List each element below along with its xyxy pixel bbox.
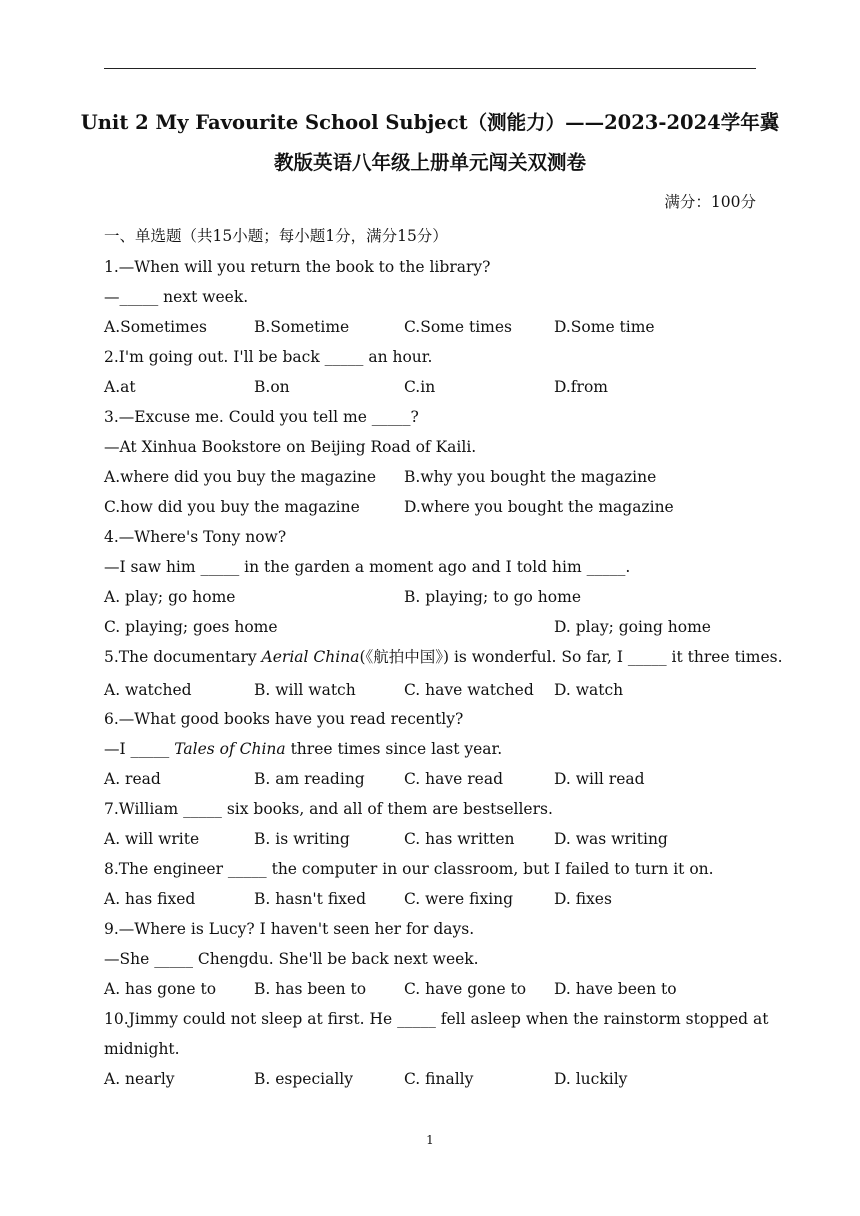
question-10-line-1: 10.Jimmy could not sleep at first. He _____ fell asleep when the rainstorm stopped at bbox=[104, 1010, 769, 1028]
question-1-option-d: D.Some time bbox=[554, 318, 655, 336]
question-5-italic-title: Aerial China bbox=[261, 648, 360, 666]
question-5-line-1 bbox=[104, 647, 783, 667]
question-7-option-c: C. has written bbox=[404, 830, 515, 848]
question-5-option-d: D. watch bbox=[554, 681, 624, 699]
question-3-option-c: C.how did you buy the magazine bbox=[104, 498, 360, 516]
question-1-option-c: C.Some times bbox=[404, 318, 512, 336]
question-5-text-pre: 5.The documentary bbox=[104, 648, 262, 666]
question-3-line-2: —At Xinhua Bookstore on Beijing Road of Kaili. bbox=[104, 438, 477, 456]
question-9-line-1: 9.—Where is Lucy? I haven't seen her for days. bbox=[104, 920, 475, 938]
question-4-option-c: C. playing; goes home bbox=[104, 618, 278, 636]
question-3-option-a: A.where did you buy the magazine bbox=[104, 468, 377, 486]
question-5-option-c: C. have watched bbox=[404, 681, 534, 699]
question-7-option-a: A. will write bbox=[104, 830, 200, 848]
question-8-line-1: 8.The engineer _____ the computer in our classroom, but I failed to turn it on. bbox=[104, 860, 714, 878]
question-6-line-1: 6.—What good books have you read recently? bbox=[104, 710, 464, 728]
full-score: 满分：100分 bbox=[664, 193, 756, 211]
question-10-option-c: C. finally bbox=[404, 1070, 474, 1088]
question-6-option-b: B. am reading bbox=[254, 770, 365, 788]
question-7-option-d: D. was writing bbox=[554, 830, 668, 848]
question-7-line-1: 7.William _____ six books, and all of them are bestsellers. bbox=[104, 800, 553, 818]
question-6-option-c: C. have read bbox=[404, 770, 503, 788]
question-2-option-c: C.in bbox=[404, 378, 436, 396]
question-1-option-b: B.Sometime bbox=[254, 318, 350, 336]
question-8-option-c: C. were fixing bbox=[404, 890, 514, 908]
question-5-option-b: B. will watch bbox=[254, 681, 356, 699]
question-9-option-d: D. have been to bbox=[554, 980, 677, 998]
question-6-text-pre: —I _____ bbox=[104, 740, 175, 758]
question-1-line-1: 1.—When will you return the book to the library? bbox=[104, 258, 491, 276]
question-1-option-a: A.Sometimes bbox=[104, 318, 207, 336]
question-4-line-2: —I saw him _____ in the garden a moment ago and I told him _____. bbox=[104, 558, 631, 576]
question-5-option-a: A. watched bbox=[104, 681, 192, 699]
title-line-2: 教版英语八年级上册单元闯关双测卷 bbox=[273, 151, 586, 174]
question-7-option-b: B. is writing bbox=[254, 830, 350, 848]
question-4-option-b: B. playing; to go home bbox=[404, 588, 581, 606]
question-3-option-d: D.where you bought the magazine bbox=[404, 498, 674, 516]
question-2-option-d: D.from bbox=[554, 378, 608, 396]
question-2-option-a: A.at bbox=[104, 378, 136, 396]
question-10-option-b: B. especially bbox=[254, 1070, 354, 1088]
question-4-option-d: D. play; going home bbox=[554, 618, 711, 636]
question-9-option-b: B. has been to bbox=[254, 980, 367, 998]
question-6-option-a: A. read bbox=[104, 770, 161, 788]
question-4-line-1: 4.—Where's Tony now? bbox=[104, 528, 287, 546]
question-2-line-1: 2.I'm going out. I'll be back _____ an hour. bbox=[104, 348, 433, 366]
question-9-option-c: C. have gone to bbox=[404, 980, 527, 998]
question-5-text-post: (《航拍中国》) is wonderful. So far, I _____ it three times. bbox=[359, 648, 783, 666]
question-1-line-2: —_____ next week. bbox=[104, 288, 249, 306]
title-line-1: Unit 2 My Favourite School Subject（测能力）——2023-2024学年冀 bbox=[80, 111, 780, 134]
page-number: 1 bbox=[426, 1133, 434, 1147]
question-10-option-a: A. nearly bbox=[104, 1070, 175, 1088]
question-3-option-b: B.why you bought the magazine bbox=[404, 468, 657, 486]
question-3-line-1: 3.—Excuse me. Could you tell me _____? bbox=[104, 408, 419, 426]
question-9-option-a: A. has gone to bbox=[104, 980, 217, 998]
question-6-text-post: three times since last year. bbox=[285, 740, 503, 758]
question-4-option-a: A. play; go home bbox=[104, 588, 236, 606]
question-2-option-b: B.on bbox=[254, 378, 290, 396]
question-9-line-2: —She _____ Chengdu. She'll be back next week. bbox=[104, 950, 479, 968]
question-8-option-b: B. hasn't fixed bbox=[254, 890, 366, 908]
question-10-line-2: midnight. bbox=[104, 1040, 180, 1058]
section-header: 一、单选题（共15小题；每小题1分，满分15分） bbox=[104, 227, 448, 245]
question-6-italic-title: Tales of China bbox=[174, 740, 286, 758]
question-6-line-2 bbox=[104, 739, 502, 759]
question-8-option-d: D. fixes bbox=[554, 890, 612, 908]
question-10-option-d: D. luckily bbox=[554, 1070, 628, 1088]
question-6-option-d: D. will read bbox=[554, 770, 645, 788]
header-rule bbox=[104, 68, 756, 69]
question-8-option-a: A. has fixed bbox=[104, 890, 196, 908]
